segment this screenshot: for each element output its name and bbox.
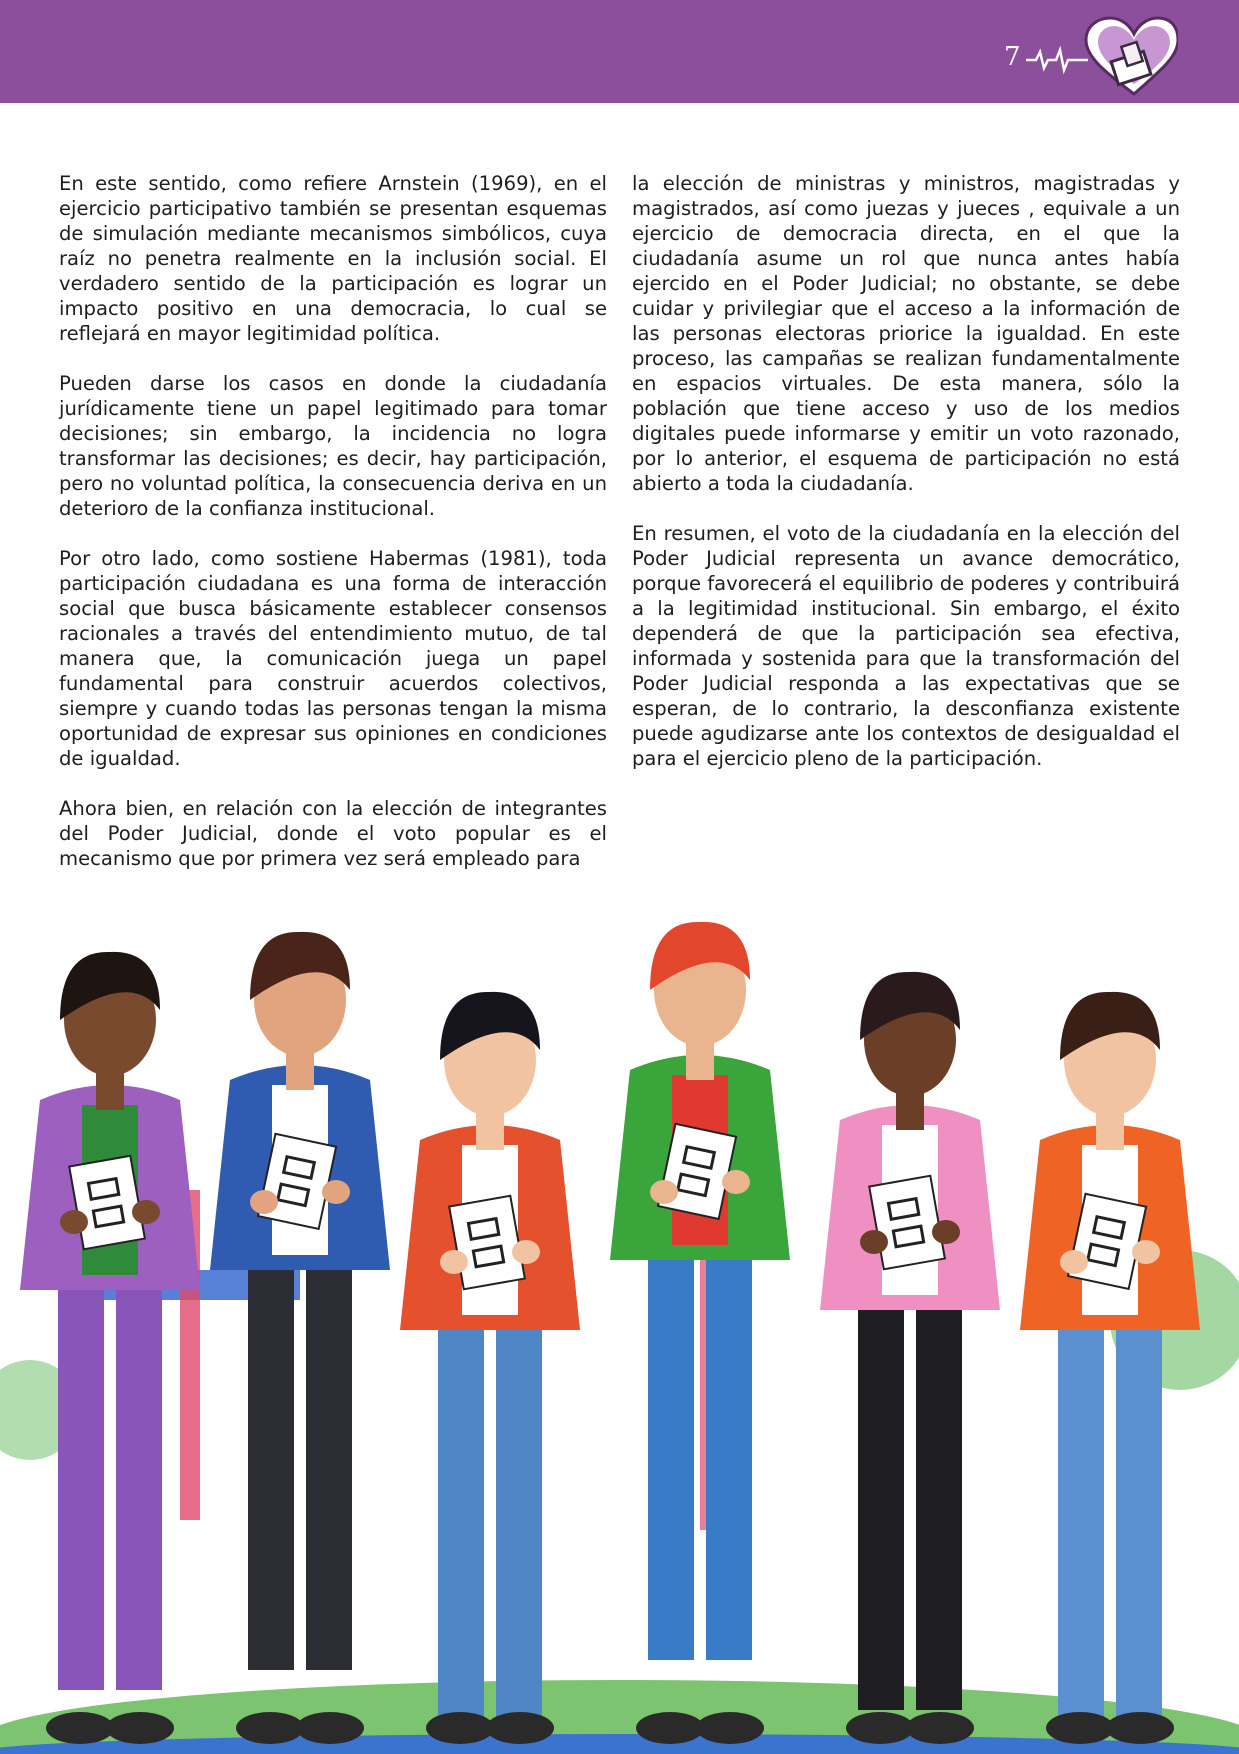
- paragraph: Pueden darse los casos en donde la ciudadanía jurídicamente tiene un papel legitimado para tomar decisiones; sin embargo, la incidencia no logra transformar las decisiones; es decir, hay participación, pero no voluntad política, la consecuencia deriva en un deterioro de la confianza institucional.: [59, 372, 607, 520]
- person-hand: [440, 1250, 468, 1274]
- person-leg: [648, 1220, 694, 1660]
- heart-ballot-heartbeat-icon: [1026, 14, 1178, 100]
- person-leg: [116, 1250, 162, 1690]
- person-leg: [248, 1230, 294, 1670]
- page-number: 7: [1004, 42, 1021, 72]
- person-shoe: [46, 1712, 114, 1744]
- person-leg: [916, 1270, 962, 1710]
- ballot-paper: [69, 1156, 145, 1249]
- text-column-right: [632, 171, 1180, 796]
- paragraph: En este sentido, como refiere Arnstein (1969), en el ejercicio participativo también se presentan esquemas de simulación mediante mecanismos simbólicos, cuya raíz no penetra realmente en la inclusión social. El verdadero sentido de la participación es lograr un impacto positivo en una democracia, lo cual se reflejará en mayor legitimidad política.: [59, 172, 607, 345]
- person-shoe: [1106, 1712, 1174, 1744]
- person-hand: [250, 1190, 278, 1214]
- person-hand: [322, 1180, 350, 1204]
- person-hand: [132, 1200, 160, 1224]
- person-hand: [860, 1230, 888, 1254]
- person-shoe: [486, 1712, 554, 1744]
- paragraph: Ahora bien, en relación con la elección de integrantes del Poder Judicial, donde el voto popular es el mecanismo que por primera vez será empleado para: [59, 797, 607, 870]
- person-leg: [1116, 1290, 1162, 1730]
- people-holding-ballots-illustration: [0, 890, 1239, 1754]
- person-leg: [1058, 1290, 1104, 1730]
- person-leg: [438, 1290, 484, 1730]
- ballot-paper: [869, 1176, 945, 1269]
- person-hand: [932, 1220, 960, 1244]
- person-leg: [496, 1290, 542, 1730]
- person-hand: [512, 1240, 540, 1264]
- person-shoe: [846, 1712, 914, 1744]
- ballot-paper: [449, 1196, 525, 1289]
- person-shoe: [696, 1712, 764, 1744]
- paragraph: la elección de ministras y ministros, magistradas y magistrados, así como juezas y jueces , equivale a un ejercicio de democracia directa, en el que la ciudadanía asume un rol que nunca antes había ejercido en el Poder Judicial; no obstante, se debe cuidar y privilegiar que el acceso a la información de las personas electoras priorice la igualdad. En este proceso, las campañas se realizan fundamentalmente en espacios virtuales. De esta manera, sólo la población que tiene acceso y uso de los medios digitales puede informarse y emitir un voto razonado, por lo anterior, el esquema de participación no está abierto a toda la ciudadanía.: [632, 172, 1180, 495]
- person-leg: [306, 1230, 352, 1670]
- person-shoe: [106, 1712, 174, 1744]
- paragraph: En resumen, el voto de la ciudadanía en la elección del Poder Judicial representa un avance democrático, porque favorecerá el equilibrio de poderes y contribuirá a la legitimidad institucional. Sin embargo, el éxito dependerá de que la participación sea efectiva, informada y sostenida para que la transformación del Poder Judicial responda a las expectativas que se esperan, de lo contrario, la desconfianza existente puede agudizarse ante los contextos de desigualdad el para el ejercicio pleno de la participación.: [632, 522, 1180, 770]
- person-leg: [706, 1220, 752, 1660]
- text-column-left: [59, 171, 607, 896]
- page-header: [0, 0, 1239, 103]
- person-hand: [722, 1170, 750, 1194]
- person-hand: [1060, 1250, 1088, 1274]
- person-shoe: [296, 1712, 364, 1744]
- person-shoe: [636, 1712, 704, 1744]
- person-shoe: [426, 1712, 494, 1744]
- person-hand: [650, 1180, 678, 1204]
- person-shoe: [1046, 1712, 1114, 1744]
- person-shoe: [236, 1712, 304, 1744]
- paragraph: Por otro lado, como sostiene Habermas (1981), toda participación ciudadana es una forma de interacción social que busca básicamente establecer consensos racionales a través del entendimiento mutuo, de tal manera que, la comunicación juega un papel fundamental para construir acuerdos colectivos, siempre y cuando todas las personas tengan la misma oportunidad de expresar sus opiniones en condiciones de igualdad.: [59, 547, 607, 770]
- person-shoe: [906, 1712, 974, 1744]
- person-hand: [1132, 1240, 1160, 1264]
- person-leg: [58, 1250, 104, 1690]
- person-hand: [60, 1210, 88, 1234]
- person-leg: [858, 1270, 904, 1710]
